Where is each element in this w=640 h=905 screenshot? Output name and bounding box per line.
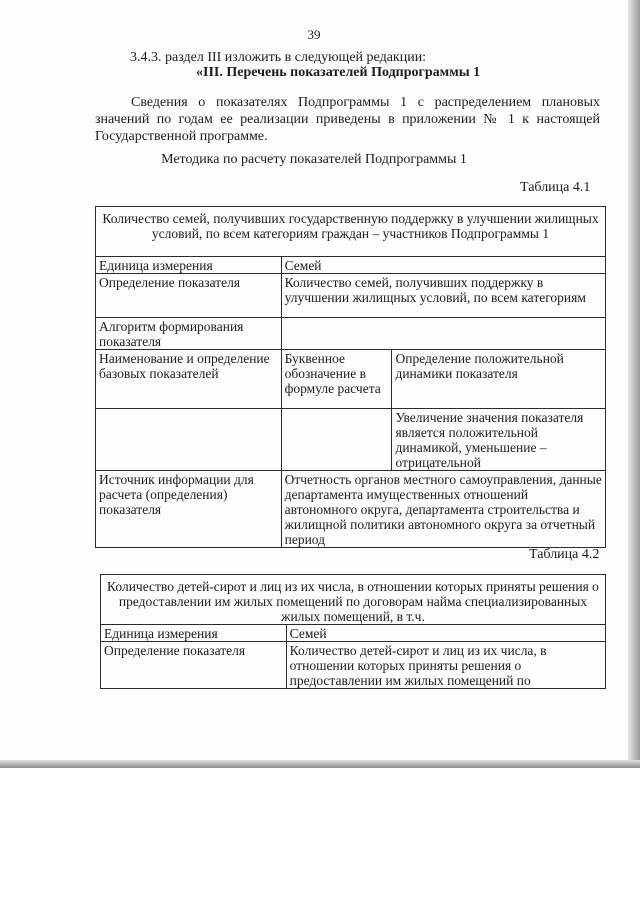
table1-unit-value: Семей <box>281 257 605 274</box>
table1-caption: Таблица 4.1 <box>520 180 591 195</box>
table1-unit-label: Единица измерения <box>96 257 282 274</box>
page-number: 39 <box>307 27 321 42</box>
table2-definition-value: Количество детей-сирот и лиц из их числа, в отношении которых приняты решения о предоставлении им жилых помещений по <box>286 642 605 689</box>
table1-header: Количество семей, получивших государственную поддержку в улучшении жилищных условий, по всем категориям граждан – участников Подпрограммы 1 <box>96 207 606 257</box>
table1-base-names-label: Наименование и определение базовых показателей <box>96 350 282 409</box>
scan-bottom-shadow <box>0 760 640 768</box>
table1-definition-value: Количество семей, получивших поддержку в улучшении жилищных условий, по всем категориям <box>281 274 605 318</box>
table-4-1 <box>95 206 606 548</box>
methodology-title: Методика по расчету показателей Подпрограммы 1 <box>161 152 467 167</box>
table1-empty-cell <box>96 409 282 471</box>
intro-paragraph: Сведения о показателях Подпрограммы 1 с распределением плановых значений по годам ее реализации приведены в приложении № 1 к настоящей Государственной программе. <box>95 95 600 144</box>
scan-edge-shadow <box>628 0 640 768</box>
section-title: «III. Перечень показателей Подпрограммы 1 <box>196 65 481 80</box>
table2-definition-label: Определение показателя <box>101 642 287 689</box>
table2-header: Количество детей-сирот и лиц из их числа, в отношении которых приняты решения о предоставлении им жилых помещений по договорам найма специализированных жилых помещений, в т.ч. <box>101 575 606 625</box>
table2-unit-value: Семей <box>286 625 605 642</box>
table1-source-value: Отчетность органов местного самоуправления, данные департамента имущественных отношений автономного округа, департамента строительства и жилищной политики автономного округа за отчетный период <box>281 471 605 548</box>
table1-letter-label: Буквенное обозначение в формуле расчета <box>281 350 392 409</box>
table-4-2 <box>100 574 606 689</box>
table1-source-label: Источник информации для расчета (определения) показателя <box>96 471 282 548</box>
table1-empty-cell <box>281 409 392 471</box>
table2-unit-label: Единица измерения <box>101 625 287 642</box>
table1-positive-label: Определение положительной динамики показателя <box>392 350 606 409</box>
table1-algorithm-label: Алгоритм формирования показателя <box>96 318 282 350</box>
table1-definition-label: Определение показателя <box>96 274 282 318</box>
amendment-item: 3.4.3. раздел III изложить в следующей редакции: <box>130 50 427 65</box>
table1-positive-value: Увеличение значения показателя является положительной динамикой, уменьшение – отрицательной <box>392 409 606 471</box>
table1-algorithm-value <box>281 318 605 350</box>
table2-caption: Таблица 4.2 <box>529 547 600 562</box>
